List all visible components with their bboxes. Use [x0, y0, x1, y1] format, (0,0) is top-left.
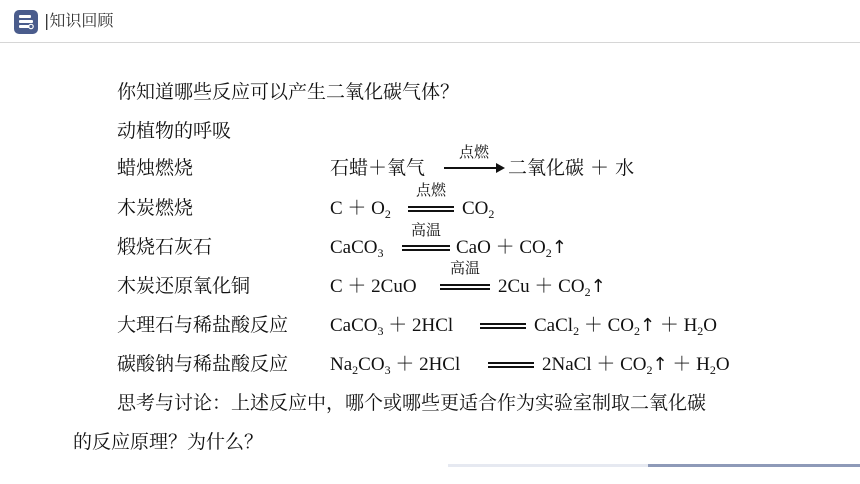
reaction-condition: 点燃	[415, 181, 446, 199]
reaction-arrowhead	[496, 163, 505, 173]
reaction-label: 动植物的呼吸	[117, 120, 232, 142]
equation-products: CaCl$_2$ ＋ $CO_2↑ + H_2O$	[534, 315, 718, 338]
discussion-line-1: 思考与讨论：上述反应中，哪个或哪些更适合作为实验室制取二氧化碳	[117, 392, 707, 414]
reaction-arrow	[444, 167, 498, 169]
reaction-label: 大理石与稀盐酸反应	[117, 314, 289, 336]
equals-sign	[440, 284, 490, 290]
equation-products: $2Cu + CO_2↑$	[498, 276, 606, 299]
equation-reactants: C ＋ 2CuO	[330, 276, 417, 297]
equation-products: CaO ＋ $CO_2↑$	[456, 237, 567, 260]
reaction-condition: 高温	[410, 221, 441, 239]
reaction-condition: 点燃	[458, 143, 489, 161]
reaction-label: 蜡烛燃烧	[117, 157, 194, 179]
equals-sign	[488, 362, 534, 368]
reaction-label: 碳酸钠与稀盐酸反应	[117, 353, 289, 375]
reaction-label: 煅烧石灰石	[117, 236, 213, 258]
header-bar	[0, 0, 860, 42]
book-stack-icon	[14, 10, 38, 34]
equation-reactants: CaCO$_3$	[330, 237, 384, 260]
gas-up-arrow: ↑	[590, 276, 606, 297]
equation-products: 二氧化碳 ＋ 水	[508, 157, 635, 179]
discussion-line-2: 的反应原理？为什么？	[73, 431, 264, 453]
header-divider	[0, 42, 860, 43]
footer-decoration-dark	[648, 464, 860, 467]
gas-up-arrow: ↑	[652, 354, 668, 375]
reaction-label: 木炭燃烧	[117, 197, 194, 219]
intro-question: 你知道哪些反应可以产生二氧化碳气体？	[117, 81, 460, 103]
gas-up-arrow: ↑	[639, 315, 656, 336]
equation-products: $CO_2$	[462, 198, 495, 221]
page-title: |知识回顾	[44, 11, 114, 30]
equation-reactants: 石蜡＋氧气	[330, 157, 426, 179]
reaction-label: 木炭还原氧化铜	[117, 275, 251, 297]
equation-reactants: CaCO$_3$ ＋ 2HCl	[330, 315, 454, 338]
equals-sign	[408, 206, 454, 212]
reaction-condition: 高温	[449, 259, 480, 277]
equals-sign	[402, 245, 450, 251]
equals-sign	[480, 323, 526, 329]
equation-reactants: $Na_2CO_3 + 2HCl$	[330, 354, 461, 377]
gas-up-arrow: ↑	[551, 237, 567, 258]
equation-reactants: $C + O_2$	[330, 198, 391, 221]
equation-products: 2NaCl ＋ $CO_2↑ + H_2O$	[542, 354, 730, 377]
footer-decoration-light	[448, 464, 648, 467]
